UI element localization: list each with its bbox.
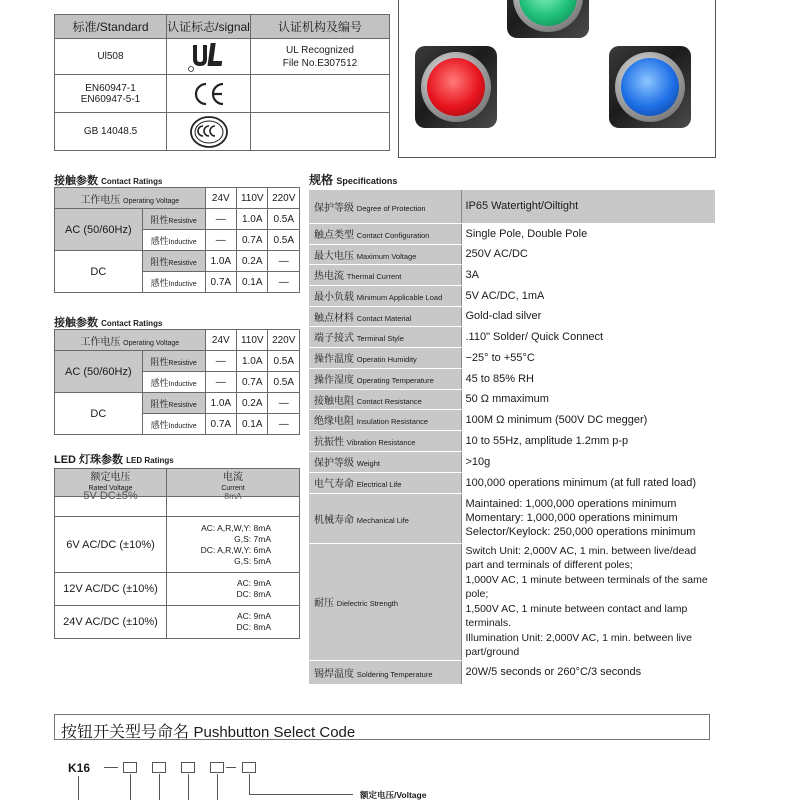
spec-key: 锡焊温度 Soldering Temperature: [309, 660, 461, 684]
led-voltage-6v: 6V AC/DC (±10%): [55, 517, 167, 573]
rating-cell: 0.5A: [268, 372, 300, 393]
led-current-24v: AC: 9mA DC: 8mA: [167, 606, 300, 639]
rating-cell: 0.1A: [237, 272, 268, 293]
spec-value: Gold-clad silver: [461, 306, 715, 326]
code-leader: [159, 774, 160, 800]
cert-header-signal: 认证标志/signal: [167, 15, 251, 39]
code-dash: [226, 767, 236, 768]
inductive-label: 感性Inductive: [142, 272, 205, 293]
rating-cell: —: [205, 351, 236, 372]
rating-cell: 1.0A: [205, 393, 236, 414]
rating-cell: 1.0A: [205, 251, 236, 272]
certification-table: [54, 14, 390, 151]
spec-value: 45 to 85% RH: [461, 368, 715, 389]
spec-value: 3A: [461, 264, 715, 285]
dc-label: DC: [55, 393, 143, 435]
rating-cell: 0.7A: [237, 372, 268, 393]
code-leader: [249, 774, 250, 794]
voltage-220v: 220V: [268, 188, 300, 209]
cert-agency-ccc: [251, 113, 390, 151]
led-voltage-12v: 12V AC/DC (±10%): [55, 573, 167, 606]
rating-cell: —: [268, 393, 300, 414]
rating-cell: 0.7A: [205, 414, 236, 435]
led-ratings-title: LED 灯珠参数 LED Ratings: [54, 454, 174, 466]
current-header: 电流 Current: [167, 469, 300, 497]
rating-cell: 0.2A: [237, 393, 268, 414]
cert-signal-ccc: [167, 113, 251, 151]
resistive-label: 阻性Resistive: [142, 251, 205, 272]
ul-recognized-text: UL Recognized: [285, 44, 354, 56]
ac-label: AC (50/60Hz): [55, 351, 143, 393]
spec-value: 5V AC/DC, 1mA: [461, 285, 715, 306]
rating-cell: —: [205, 372, 236, 393]
voltage-220v: 220V: [268, 330, 300, 351]
spec-value: Single Pole, Double Pole: [461, 223, 715, 244]
rating-cell: —: [268, 251, 300, 272]
led-cut-row-current: 8mA: [167, 497, 300, 517]
led-current-12v: AC: 9mA DC: 8mA: [167, 573, 300, 606]
spec-value: 10 to 55Hz, amplitude 1.2mm p-p: [461, 430, 715, 451]
spec-value: IP65 Watertight/Oiltight: [461, 190, 715, 223]
cert-standard-gb: GB 14048.5: [55, 113, 167, 151]
spec-key: 操作湿度 Operating Temperature: [309, 368, 461, 389]
spec-value: 20W/5 seconds or 260°C/3 seconds: [461, 660, 715, 684]
code-leader: [130, 774, 131, 800]
voltage-24v: 24V: [205, 330, 236, 351]
select-code-title: 按钮开关型号命名 Pushbutton Select Code: [61, 724, 356, 741]
spec-value: .110" Solder/ Quick Connect: [461, 326, 715, 347]
spec-key: 最小负载 Minimum Applicable Load: [309, 285, 461, 306]
ac-label: AC (50/60Hz): [55, 209, 143, 251]
rating-cell: 0.7A: [237, 230, 268, 251]
spec-key: 抗振性 Vibration Resistance: [309, 430, 461, 451]
product-photo: [398, 0, 716, 158]
spec-key: 机械寿命 Mechanical Life: [309, 493, 461, 543]
led-voltage-24v: 24V AC/DC (±10%): [55, 606, 167, 639]
spec-key: 端子接式 Terminal Style: [309, 326, 461, 347]
ul-recognized-logo: [185, 41, 233, 73]
spec-value: Switch Unit: 2,000V AC, 1 min. between live/dead part and terminals of different poles; 1,000V AC, 1 minute between terminals of the same pole; 1,500V AC, 1 minute between contact and lamp terminals. Illumination Unit: 2,000V AC, 1 min. between live part/ground: [461, 543, 715, 660]
rated-voltage-header: 额定电压 Rated Voltage: [55, 469, 167, 497]
code-slot-2: [152, 762, 166, 773]
spec-value: 250V AC/DC: [461, 244, 715, 264]
operating-voltage-header: 工作电压 Operating Voltage: [55, 330, 206, 351]
cert-header-standard: 标准/Standard: [55, 15, 167, 39]
voltage-24v: 24V: [205, 188, 236, 209]
spec-key: 电气寿命 Electrical Life: [309, 472, 461, 493]
spec-value: 100M Ω minimum (500V DC megger): [461, 409, 715, 430]
rating-cell: —: [205, 230, 236, 251]
contact-ratings-title-1: 接触参数 Contact Ratings: [54, 175, 163, 187]
code-leader: [217, 774, 218, 800]
code-leader: [78, 776, 79, 800]
spec-value: >10g: [461, 451, 715, 472]
inductive-label: 感性Inductive: [142, 414, 205, 435]
inductive-label: 感性Inductive: [142, 372, 205, 393]
spec-key: 最大电压 Maximum Voltage: [309, 244, 461, 264]
ce-logo: [191, 80, 227, 108]
rating-cell: 1.0A: [237, 351, 268, 372]
led-current-6v: AC: A,R,W,Y: 8mA G,S: 7mA DC: A,R,W,Y: 6mA G,S: 5mA: [167, 517, 300, 573]
contact-ratings-table-1: [54, 187, 300, 293]
code-leader: [249, 794, 353, 795]
contact-ratings-title-2: 接触参数 Contact Ratings: [54, 317, 163, 329]
spec-key: 保护等级 Degree of Protection: [309, 190, 461, 223]
cert-standard-ul: Ul508: [55, 39, 167, 75]
code-slot-3: [181, 762, 195, 773]
spec-value: Maintained: 1,000,000 operations minimum Momentary: 1,000,000 operations minimum Selector/Keylock: 250,000 operations minimum: [461, 493, 715, 543]
cert-agency-ce: [251, 75, 390, 113]
cert-header-agency: 认证机构及编号: [251, 15, 390, 39]
standard-en60947-1: EN60947-1: [85, 82, 136, 94]
code-slot-4: [210, 762, 224, 773]
specifications-table: [309, 190, 715, 685]
resistive-label: 阻性Resistive: [142, 209, 205, 230]
rating-cell: 0.7A: [205, 272, 236, 293]
rating-cell: 1.0A: [237, 209, 268, 230]
spec-key: 保护等级 Weight: [309, 451, 461, 472]
contact-ratings-table-2: [54, 329, 300, 435]
cert-signal-ul: [167, 39, 251, 75]
cert-agency-ul: [251, 39, 390, 75]
resistive-label: 阻性Resistive: [142, 351, 205, 372]
rating-cell: 0.1A: [237, 414, 268, 435]
ccc-logo: [189, 115, 229, 149]
voltage-110v: 110V: [237, 188, 268, 209]
select-code-title-box: [54, 714, 710, 740]
led-ratings-table: [54, 468, 300, 639]
rating-cell: —: [205, 209, 236, 230]
spec-value: 100,000 operations minimum (at full rated load): [461, 472, 715, 493]
resistive-label: 阻性Resistive: [142, 393, 205, 414]
spec-key: 接触电阻 Contact Resistance: [309, 389, 461, 409]
ul-file-number: File No.E307512: [282, 57, 358, 69]
inductive-label: 感性Inductive: [142, 230, 205, 251]
spec-key: 操作温度 Operatin Humidity: [309, 347, 461, 368]
voltage-code-label: 额定电压/Voltage: [360, 790, 427, 800]
rating-cell: 0.5A: [268, 209, 300, 230]
specifications-title: 规格 Specifications: [309, 173, 398, 187]
green-lamp: [507, 0, 589, 38]
led-cut-row-voltage: 5V DC±5%: [55, 497, 167, 517]
spec-key: 触点类型 Contact Configuration: [309, 223, 461, 244]
rating-cell: —: [268, 272, 300, 293]
rating-cell: 0.5A: [268, 230, 300, 251]
code-leader: [188, 774, 189, 800]
dc-label: DC: [55, 251, 143, 293]
red-lamp: [415, 46, 497, 128]
rating-cell: 0.2A: [237, 251, 268, 272]
code-dash: [104, 767, 118, 768]
model-prefix: K16: [68, 761, 91, 775]
code-slot-1: [123, 762, 137, 773]
code-slot-5: [242, 762, 256, 773]
spec-key: 耐压 Dielectric Strength: [309, 543, 461, 660]
spec-key: 绝缘电阻 Insulation Resistance: [309, 409, 461, 430]
voltage-110v: 110V: [237, 330, 268, 351]
spec-value: 50 Ω mmaximum: [461, 389, 715, 409]
standard-en60947-5-1: EN60947-5-1: [80, 93, 141, 105]
blue-lamp: [609, 46, 691, 128]
rating-cell: —: [268, 414, 300, 435]
spec-key: 触点材料 Contact Material: [309, 306, 461, 326]
cert-signal-ce: [167, 75, 251, 113]
cert-standard-en: [55, 75, 167, 113]
spec-value: −25° to +55°C: [461, 347, 715, 368]
spec-key: 热电流 Thermal Current: [309, 264, 461, 285]
operating-voltage-header: 工作电压 Operating Voltage: [55, 188, 206, 209]
rating-cell: 0.5A: [268, 351, 300, 372]
